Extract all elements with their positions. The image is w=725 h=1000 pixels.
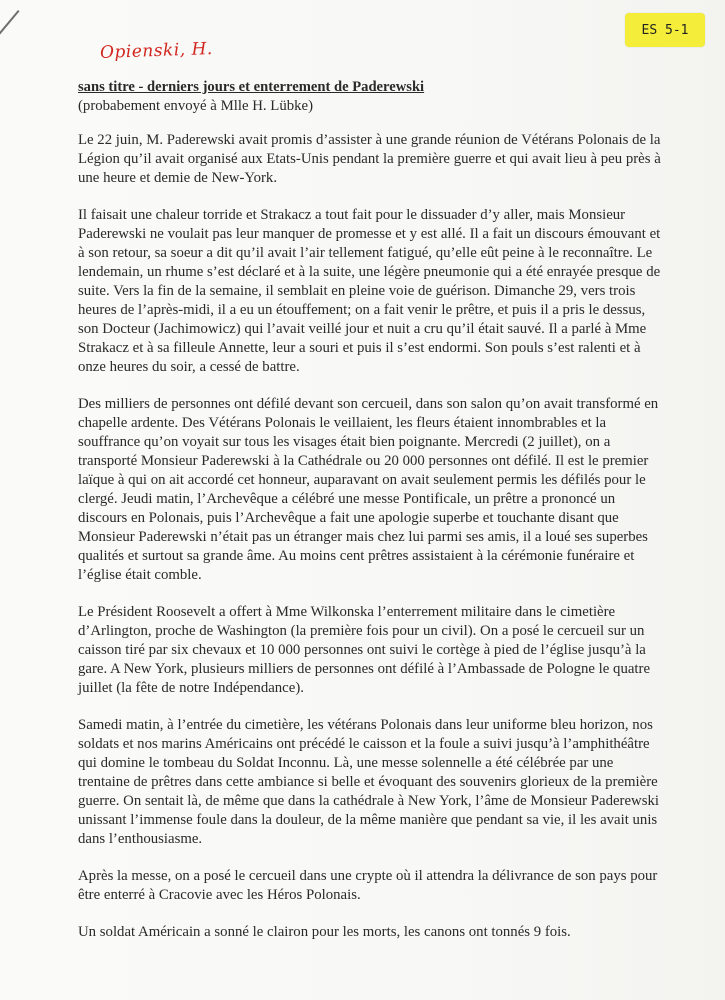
document-subtitle: (probabement envoyé à Mlle H. Lübke) xyxy=(78,98,314,114)
paragraph: Le Président Roosevelt a offert à Mme Wilkonska l’enterrement militaire dans le cimetière d’Arlington, proche de Washington (la première fois pour un civil). On a posé le cercueil sur un caisson tiré par six chevaux et 10 000 personnes ont suivi le cortège à pied de l’église jusqu’à la gare. A New York, plusieurs milliers de personnes ont défilé à l’Ambassade de Pologne le quatre juillet (la fête de notre Indépendance). xyxy=(78,604,651,696)
document-body xyxy=(78,78,668,960)
paragraph: Il faisait une chaleur torride et Strakacz a tout fait pour le dissuader d’y aller, mais Monsieur Paderewski ne voulait pas leur manquer de promesse et y est allé. Il a fait un discours émouvant et à son retour, sa soeur a dit qu’il avait l’air tellement fatigué, qu’elle eût peine à le reconnaître. Le lendemain, un rhume s’est déclaré et à la suite, une légère pneumonie qui a été enrayée presque de suite. Vers la fin de la semaine, il semblait en pleine voie de guérison. Dimanche 29, vers trois heures de l’après-midi, il a eu un étouffement; on a fait venir le prêtre, et puis il a pris le dessus, son Docteur (Jachimowicz) qui l’avait veillé jour et nuit a cru qu’il était sauvé. Il a parlé à Mme Strakacz et à sa filleule Annette, leur a souri et puis il s’est endormi. Son pouls s’est ralenti et à onze heures du soir, a cessé de battre. xyxy=(78,207,661,375)
pen-mark xyxy=(0,10,20,45)
paragraph: Samedi matin, à l’entrée du cimetière, les vétérans Polonais dans leur uniforme bleu horizon, nos soldats et nos marins Américains ont précédé le caisson et la foule a suivi jusqu’à l’amphithéâtre qui domine le tombeau du Soldat Inconnu. Là, une messe solennelle a été célébrée par une trentaine de prêtres dans cette ambiance si belle et évoquant des souvenirs glorieux de la première guerre. On sentait là, de même que dans la cathédrale à New York, l’âme de Monsieur Paderewski unissant l’immense foule dans la douleur, de la même manière que pendant sa vie, il les avait unis dans l’enthousiasme. xyxy=(78,717,659,847)
document-title: sans titre - derniers jours et enterrement de Paderewski xyxy=(78,79,425,95)
paragraph: Des milliers de personnes ont défilé devant son cercueil, dans son salon qu’on avait transformé en chapelle ardente. Des Vétérans Polonais le veillaient, les fleurs étaient innombrables et la souffrance qu’on voyait sur tous les visages était bien poignante. Mercredi (2 juillet), on a transporté Monsieur Paderewski à la Cathédrale ou 20 000 personnes ont défilé. Il est le premier laïque à qui on ait accordé cet honneur, auparavant on avait seulement permis les défilés pour le clergé. Jeudi matin, l’Archevêque a célébré une messe Pontificale, un prêtre a prononcé un discours en Polonais, puis l’Archevêque a fait une apologie superbe et touchante disant que Monsieur Paderewski n’était pas un étranger mais chez lui parmi ses amis, il a loué ses superbes qualités et surtout sa grande âme. Au moins cent prêtres assistaient à la cérémonie funéraire et l’église était comble. xyxy=(78,396,659,583)
archive-label-sticker xyxy=(625,13,705,47)
handwritten-annotation: Opienski, H. xyxy=(99,39,214,63)
paragraph: Après la messe, on a posé le cercueil dans une crypte où il attendra la délivrance de son pays pour être enterré à Cracovie avec les Héros Polonais. xyxy=(78,868,658,903)
paragraph: Le 22 juin, M. Paderewski avait promis d’assister à une grande réunion de Vétérans Polonais de la Légion qu’il avait organisé aux Etats-Unis pendant la première guerre et qui avait lieu à peu près à une heure et demie de New-York. xyxy=(78,132,661,186)
paragraph: Un soldat Américain a sonné le clairon pour les morts, les canons ont tonnés 9 fois. xyxy=(78,924,571,940)
archive-code: ES 5-1 xyxy=(641,22,689,38)
